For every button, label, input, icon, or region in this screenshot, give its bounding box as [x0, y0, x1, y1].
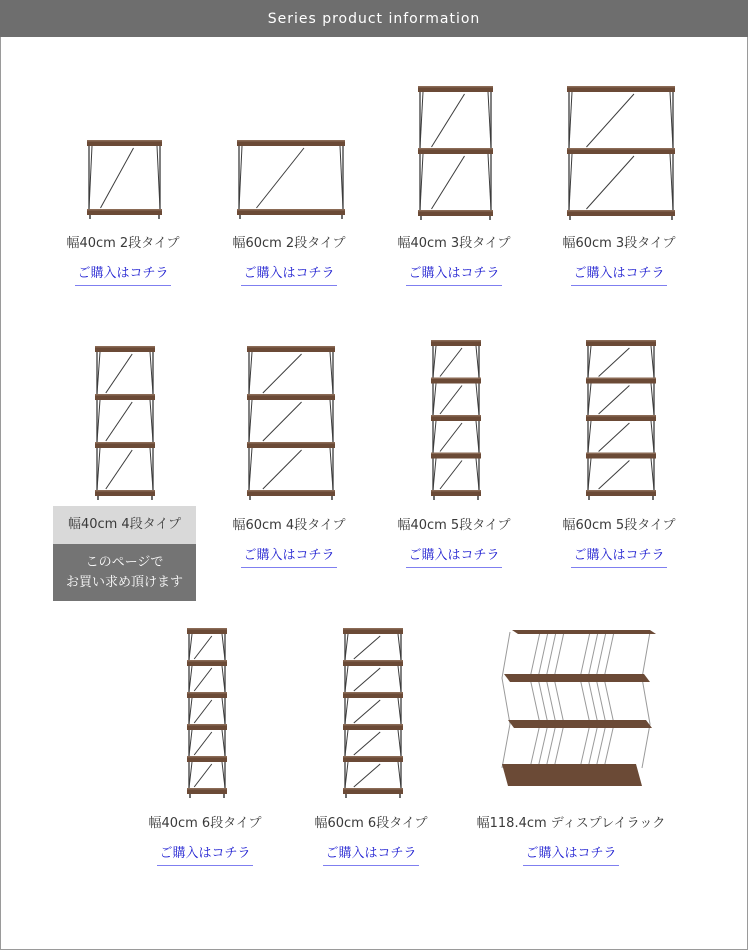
buy-link[interactable]: ご購入はコチラ: [241, 262, 336, 286]
buy-link[interactable]: ご購入はコチラ: [523, 842, 618, 866]
buy-link[interactable]: ご購入はコチラ: [571, 544, 666, 568]
shelf-edge: [567, 86, 675, 88]
shelf-edge: [343, 628, 403, 630]
shelf-edge: [237, 140, 345, 142]
diagonal-wire: [106, 354, 132, 393]
shelf-edge: [586, 415, 656, 417]
product-image-40cm-5tier[interactable]: [431, 340, 481, 496]
shelf-edge: [567, 210, 675, 212]
current-product-label: 幅40cm 4段タイプ: [53, 506, 196, 544]
product-image-display-rack[interactable]: [500, 628, 656, 788]
display-rack-drawing: [500, 628, 656, 788]
diagonal-wire: [432, 156, 465, 209]
product-item: [43, 234, 203, 286]
series-header: [0, 0, 748, 37]
product-image-40cm-4tier: [95, 346, 155, 496]
shelf-edge: [187, 692, 227, 694]
buy-link[interactable]: ご購入はコチラ: [323, 842, 418, 866]
diagonal-wire: [354, 764, 380, 787]
product-label: 幅60cm 2段タイプ: [232, 236, 346, 251]
shelf-drawing: [237, 140, 345, 215]
buy-link[interactable]: ご購入はコチラ: [75, 262, 170, 286]
product-label: 幅40cm 3段タイプ: [397, 236, 511, 251]
shelf-edge: [95, 442, 155, 444]
buy-link[interactable]: ご購入はコチラ: [241, 544, 336, 568]
product-item: [374, 516, 534, 568]
diagonal-wire: [256, 148, 304, 208]
product-item: [209, 516, 369, 568]
shelf-edge: [343, 756, 403, 758]
diagonal-wire: [263, 450, 302, 489]
product-item: [209, 234, 369, 286]
shelf-edge: [87, 140, 162, 142]
product-label: 幅60cm 4段タイプ: [232, 518, 346, 533]
diagonal-wire: [440, 348, 462, 377]
diagonal-wire: [599, 348, 630, 377]
shelf-edge: [247, 346, 335, 348]
product-image-60cm-2tier[interactable]: [237, 140, 345, 215]
product-image-40cm-6tier[interactable]: [187, 628, 227, 794]
product-image-60cm-4tier[interactable]: [247, 346, 335, 496]
current-note-line: このページで: [85, 554, 164, 570]
buy-link[interactable]: ご購入はコチラ: [157, 842, 252, 866]
product-label: 幅60cm 5段タイプ: [562, 518, 676, 533]
diagonal-wire: [263, 354, 302, 393]
rack-wires: [502, 632, 650, 768]
shelf-drawing: [87, 140, 162, 215]
current-note-line: お買い求め頂けます: [65, 574, 183, 590]
product-item: [125, 814, 285, 866]
shelf-edge: [247, 490, 335, 492]
buy-link[interactable]: ご購入はコチラ: [406, 544, 501, 568]
diagonal-wire: [354, 668, 380, 691]
shelf-edge: [95, 394, 155, 396]
diagonal-wire: [106, 450, 132, 489]
shelf-edge: [95, 346, 155, 348]
diagonal-wire: [354, 700, 380, 723]
product-image-40cm-3tier[interactable]: [418, 86, 493, 216]
diagonal-wire: [263, 402, 302, 441]
series-title: Series product information: [267, 10, 481, 27]
product-label: 幅40cm 5段タイプ: [397, 518, 511, 533]
current-product-note: [53, 544, 196, 601]
shelf-edge: [431, 453, 481, 455]
shelf-edge: [187, 724, 227, 726]
diagonal-wire: [194, 700, 212, 723]
shelf-drawing: [431, 340, 481, 496]
product-item: [539, 516, 699, 568]
shelf-edge: [187, 660, 227, 662]
shelf-edge: [418, 86, 493, 88]
shelf-edge: [247, 442, 335, 444]
diagonal-wire: [586, 156, 634, 209]
shelf-edge: [343, 660, 403, 662]
shelf-drawing: [95, 346, 155, 496]
shelf-drawing: [343, 628, 403, 794]
diagonal-wire: [194, 668, 212, 691]
buy-link[interactable]: ご購入はコチラ: [406, 262, 501, 286]
shelf-drawing: [418, 86, 493, 216]
product-label: 幅118.4cm ディスプレイラック: [476, 816, 666, 831]
shelf-edge: [247, 394, 335, 396]
diagonal-wire: [440, 423, 462, 452]
product-item: [374, 234, 534, 286]
shelf-edge: [567, 148, 675, 150]
product-label: 幅40cm 6段タイプ: [148, 816, 262, 831]
shelf-edge: [431, 415, 481, 417]
diagonal-wire: [194, 764, 212, 787]
product-image-40cm-2tier[interactable]: [87, 140, 162, 215]
diagonal-wire: [194, 636, 212, 659]
shelf-drawing: [247, 346, 335, 496]
rack-shelves: [502, 630, 656, 786]
shelf-drawing: [567, 86, 675, 216]
diagonal-wire: [599, 461, 630, 490]
shelf-edge: [431, 490, 481, 492]
shelf-edge: [237, 209, 345, 211]
shelf-edge: [586, 490, 656, 492]
shelf-edge: [187, 628, 227, 630]
product-label: 幅40cm 2段タイプ: [66, 236, 180, 251]
shelf-edge: [343, 692, 403, 694]
shelf-drawing: [187, 628, 227, 794]
shelf-edge: [187, 788, 227, 790]
diagonal-wire: [440, 386, 462, 415]
buy-link[interactable]: ご購入はコチラ: [571, 262, 666, 286]
diagonal-wire: [106, 402, 132, 441]
shelf-edge: [586, 453, 656, 455]
shelf-edge: [418, 148, 493, 150]
diagonal-wire: [440, 461, 462, 490]
shelf-edge: [586, 378, 656, 380]
shelf-edge: [418, 210, 493, 212]
product-item: [539, 234, 699, 286]
diagonal-wire: [586, 94, 634, 147]
diagonal-wire: [599, 423, 630, 452]
product-item: [291, 814, 451, 866]
shelf-drawing: [586, 340, 656, 496]
shelf-edge: [431, 340, 481, 342]
shelf-edge: [95, 490, 155, 492]
diagonal-wire: [354, 732, 380, 755]
product-label: 幅60cm 6段タイプ: [314, 816, 428, 831]
shelf-edge: [87, 209, 162, 211]
current-product: [53, 506, 196, 601]
shelf-edge: [343, 788, 403, 790]
product-image-60cm-5tier[interactable]: [586, 340, 656, 496]
shelf-edge: [431, 378, 481, 380]
shelf-edge: [187, 756, 227, 758]
diagonal-wire: [194, 732, 212, 755]
diagonal-wire: [599, 386, 630, 415]
shelf-edge: [586, 340, 656, 342]
product-item: [461, 814, 681, 866]
diagonal-wire: [101, 148, 134, 208]
diagonal-wire: [432, 94, 465, 147]
product-image-60cm-6tier[interactable]: [343, 628, 403, 794]
diagonal-wire: [354, 636, 380, 659]
product-label: 幅60cm 3段タイプ: [562, 236, 676, 251]
shelf-edge: [343, 724, 403, 726]
product-image-60cm-3tier[interactable]: [567, 86, 675, 216]
